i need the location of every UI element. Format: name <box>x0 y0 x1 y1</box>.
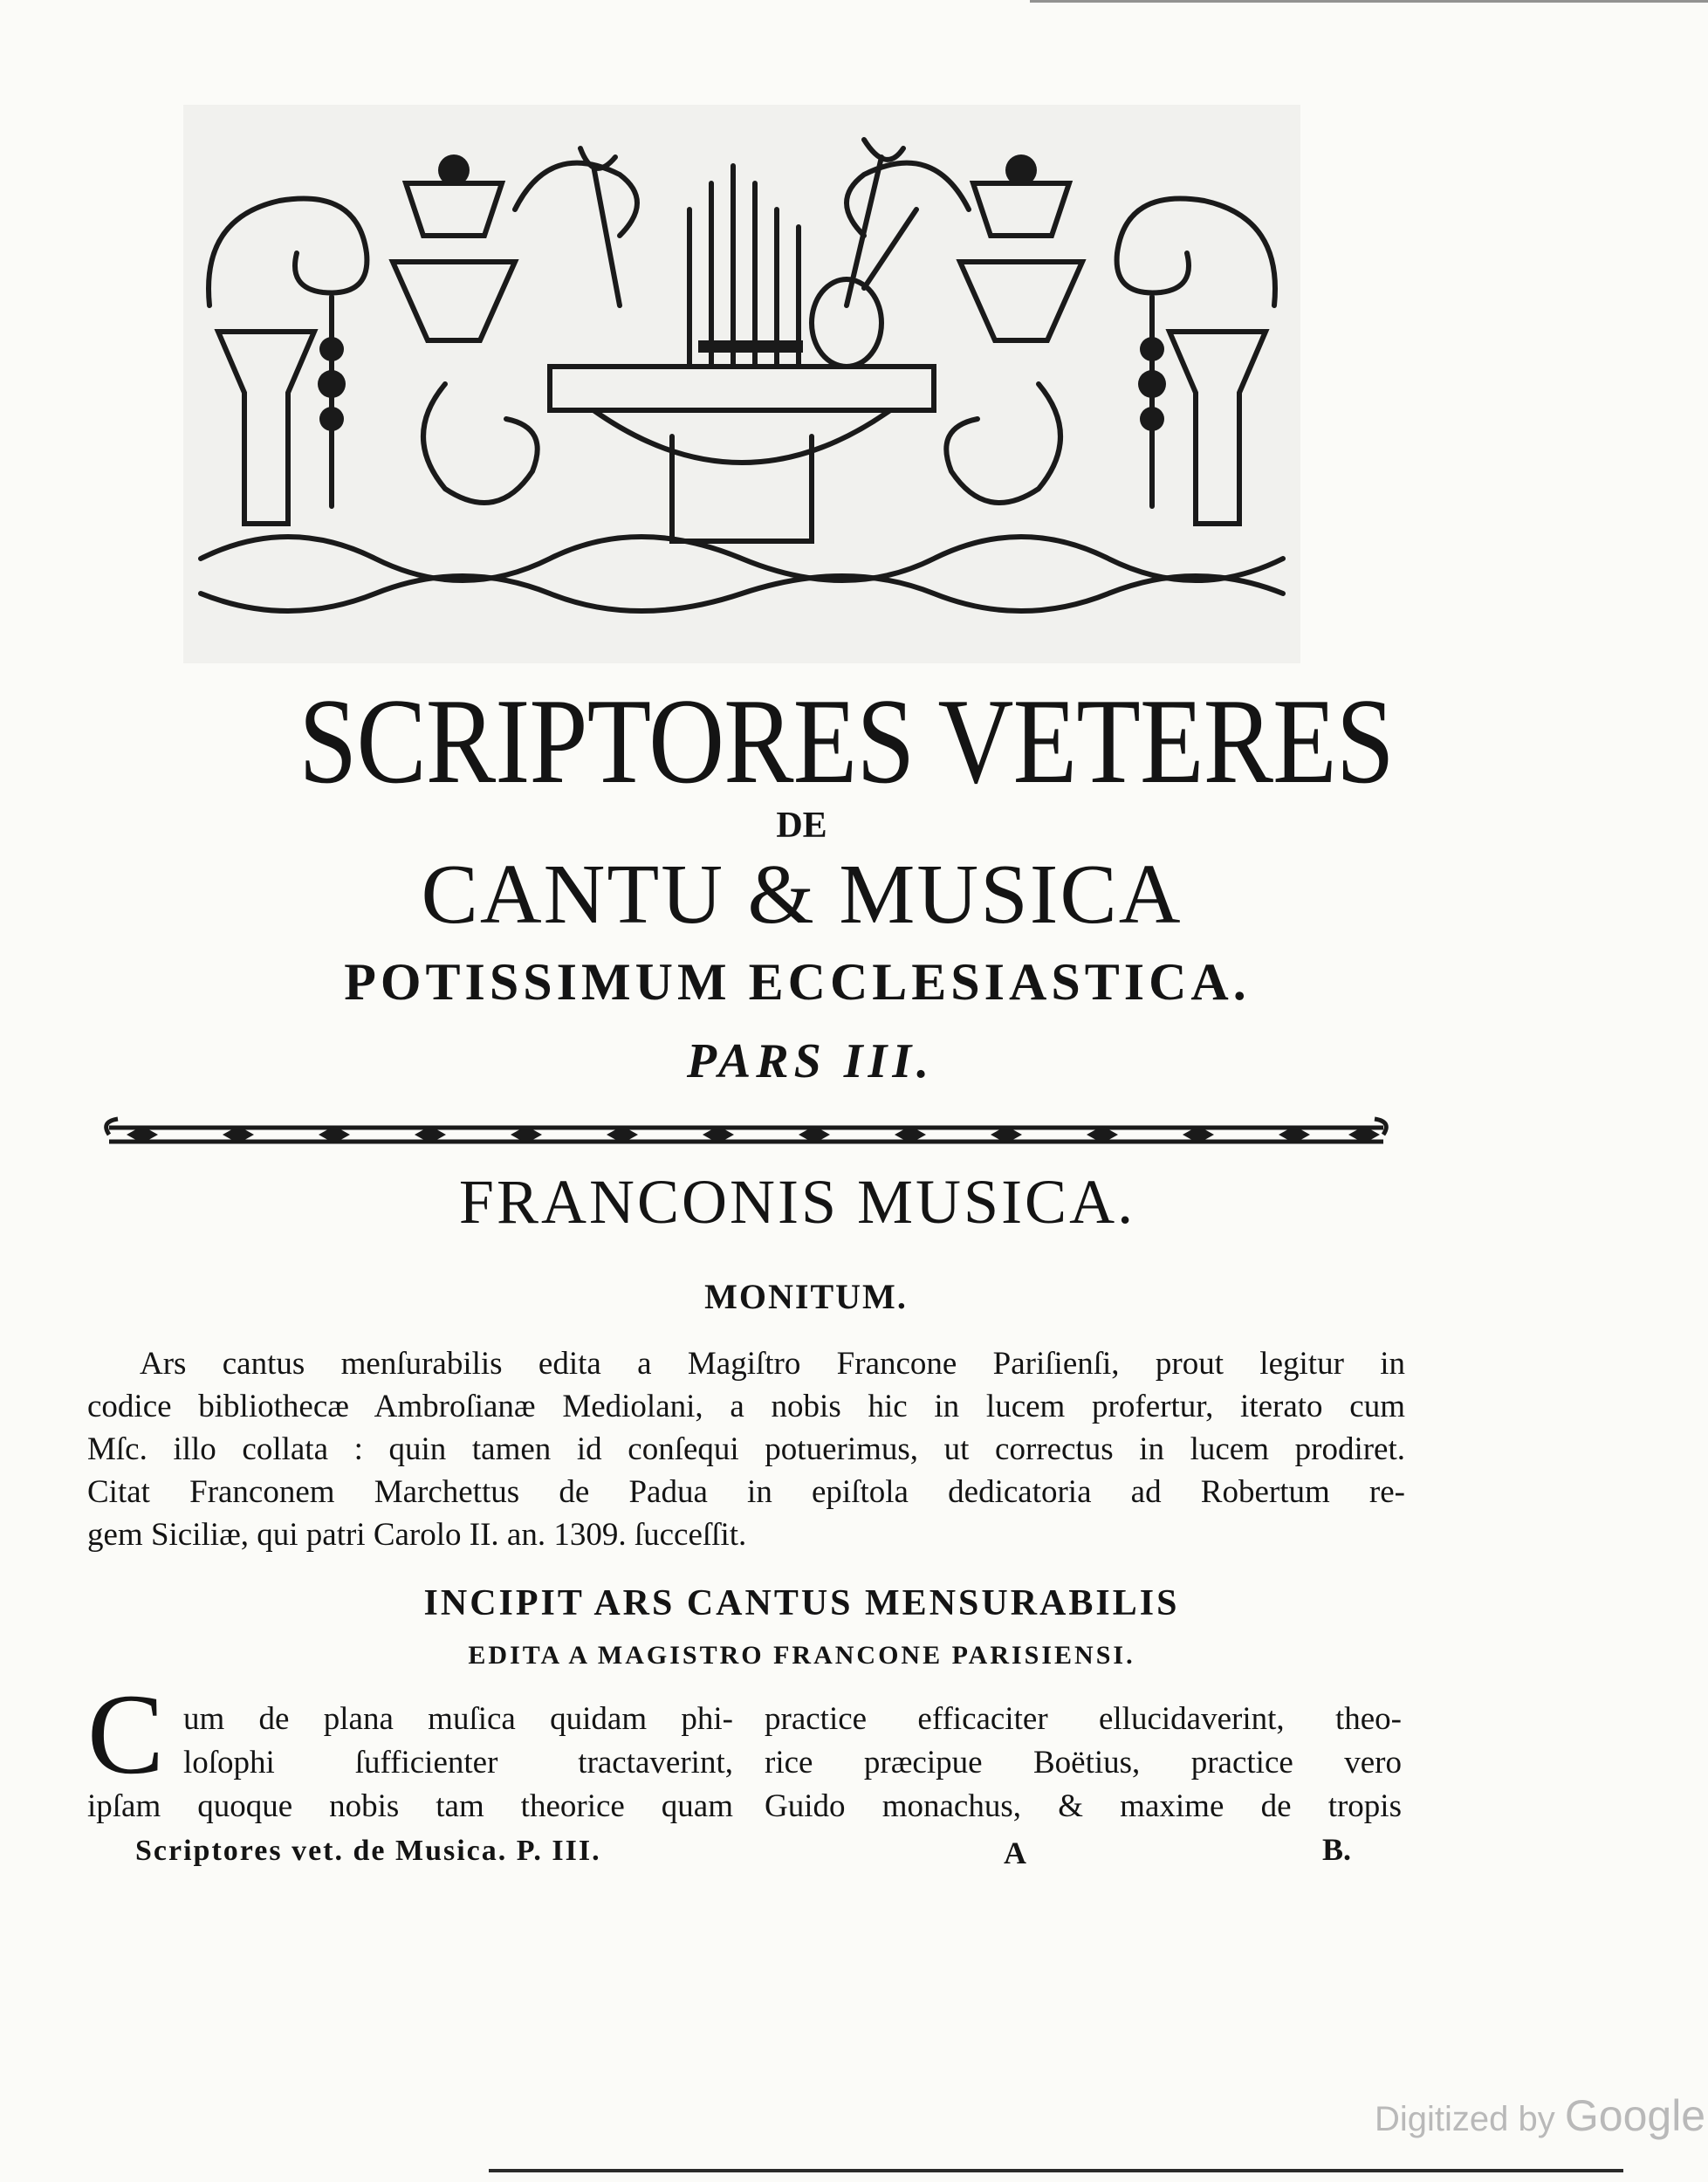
body-line: um de plana muſica quidam phi- <box>183 1701 733 1737</box>
body-line: rice præcipue Boëtius, practice vero <box>765 1745 1402 1781</box>
monitum-line: Citat Franconem Marchettus de Padua in epiſtola dedicatoria ad Robertum re- <box>87 1474 1405 1510</box>
title-line-1: SCRIPTORES VETERES <box>298 674 1394 809</box>
top-edge-line <box>1030 0 1708 3</box>
body-line: practice efficaciter ellucidaverint, theo- <box>765 1701 1402 1737</box>
headpiece-ornament <box>183 105 1300 663</box>
google-watermark: Digitized by Google <box>1375 2091 1706 2140</box>
running-footer: Scriptores vet. de Musica. P. III. <box>135 1835 601 1867</box>
incipit-heading: INCIPIT ARS CANTUS MENSURABILIS <box>423 1583 1180 1623</box>
body-column-right <box>765 1698 1402 1829</box>
body-line: loſophi ſufficienter tractaverint, <box>183 1745 733 1781</box>
title-line-4: POTISSIMUM ECCLESIASTICA. <box>344 953 1251 1011</box>
ornamental-rule <box>92 1108 1401 1161</box>
body-line: ipſam quoque nobis tam theorice quam <box>87 1788 733 1824</box>
title-line-5: PARS III. <box>686 1034 935 1088</box>
monitum-paragraph <box>87 1342 1405 1556</box>
section-title: FRANCONIS MUSICA. <box>458 1167 1136 1237</box>
bottom-edge-line <box>489 2169 1623 2172</box>
signature-mark: A <box>1004 1835 1026 1870</box>
body-line: Guido monachus, & maxime de tropis <box>765 1788 1402 1824</box>
catchword: B. <box>1322 1832 1352 1867</box>
drop-cap: C <box>87 1670 165 1798</box>
monitum-line: codice bibliothecæ Ambroſianæ Mediolani, a nobis hic in lucem profertur, iterato cum <box>87 1389 1405 1424</box>
monitum-line: gem Siciliæ, qui patri Carolo II. an. 1309. ſucceſſit. <box>87 1517 747 1553</box>
monitum-line: Mſc. illo collata : quin tamen id conſequi potuerimus, ut correctus in lucem prodiret. <box>87 1431 1405 1467</box>
monitum-line: Ars cantus menſurabilis edita a Magiſtro Francone Pariſienſi, prout legitur in <box>140 1346 1405 1382</box>
title-line-3: CANTU & MUSICA <box>421 847 1183 942</box>
incipit-subheading: EDITA A MAGISTRO FRANCONE PARISIENSI. <box>468 1641 1135 1670</box>
monitum-heading: MONITUM. <box>704 1277 908 1316</box>
title-line-2: DE <box>776 806 827 846</box>
body-column-left <box>87 1698 733 1829</box>
